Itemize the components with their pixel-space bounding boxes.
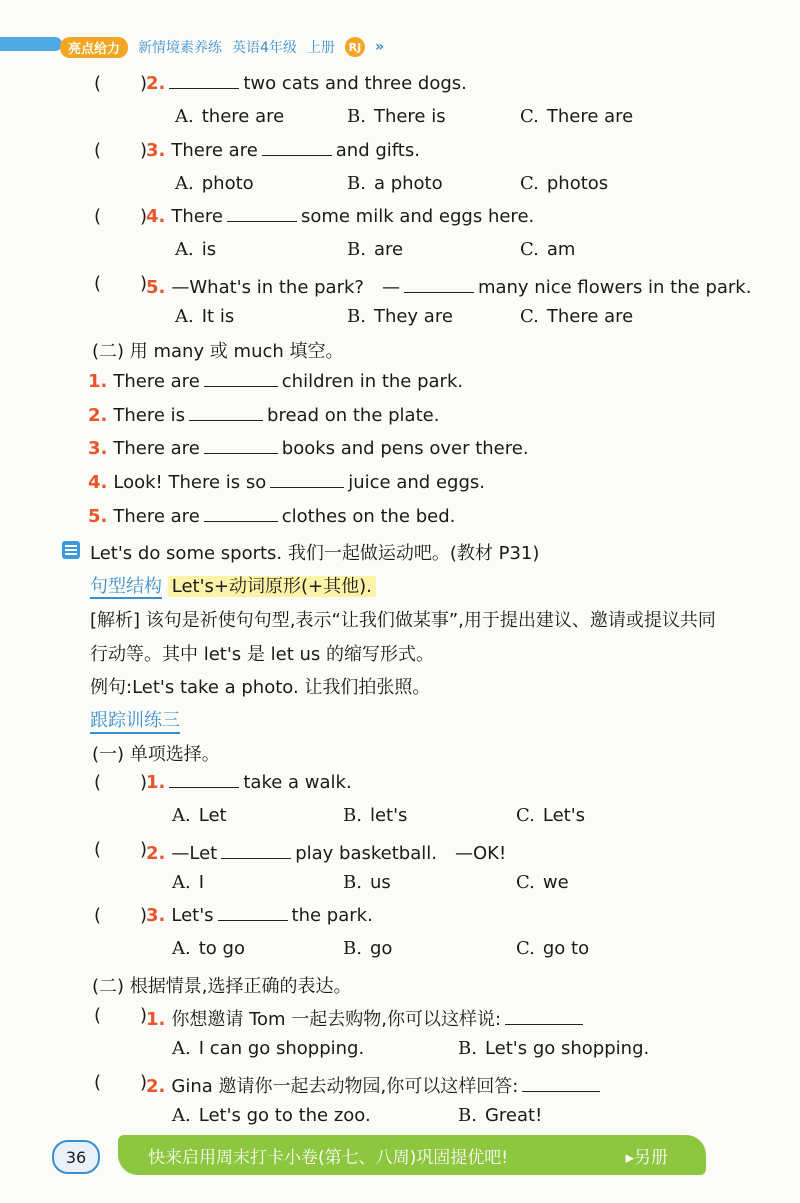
fill-number: 2. (88, 405, 108, 426)
option-letter: B. (458, 1038, 477, 1059)
option-text: I can go shopping. (198, 1038, 365, 1059)
stem-after: and gifts. (335, 140, 420, 161)
fill-before: There are (113, 506, 200, 527)
fill-before: Look! There is so (113, 472, 267, 493)
stem-after: two cats and three dogs. (243, 73, 467, 94)
fill-section-title: (二) 用 many 或 much 填空。 (92, 341, 344, 362)
fill-number: 4. (88, 472, 108, 493)
option-letter: B. (347, 173, 366, 194)
situation-section-title: (二) 根据情景,选择正确的表达。 (92, 976, 352, 997)
question-number: 3. (146, 140, 166, 161)
fill-after: children in the park. (281, 371, 464, 392)
answer-blank (204, 385, 278, 387)
fill-row (88, 472, 485, 493)
footer-slogan: 快来启用周末打卡小卷(第七、八周)巩固提优吧! (148, 1147, 509, 1168)
answer-option (172, 872, 204, 893)
paren-open: ( (94, 206, 102, 227)
fill-number: 1. (88, 371, 108, 392)
paren-close: ) (140, 1005, 148, 1026)
question-stem (146, 839, 506, 865)
stem-text: 你想邀请 Tom 一起去购物,你可以这样说: (171, 1009, 502, 1030)
question-row (0, 1072, 800, 1098)
option-letter: A. (175, 106, 194, 127)
option-text: There are (546, 106, 634, 127)
option-letter: A. (172, 1038, 191, 1059)
option-text: Let's (542, 805, 586, 826)
paren-close: ) (140, 140, 148, 161)
question-stem (146, 206, 534, 227)
stem-before: There (171, 206, 223, 227)
answer-blank (505, 1023, 583, 1025)
option-letter: A. (172, 1105, 191, 1126)
option-text: Let's go shopping. (484, 1038, 650, 1059)
series-name: 新情境素养练 (138, 40, 223, 56)
answer-option (516, 805, 585, 826)
example-sentence: 例句:Let's take a photo. 让我们拍张照。 (90, 677, 431, 698)
question-stem (146, 1005, 587, 1031)
fill-after: books and pens over there. (281, 438, 529, 459)
answer-option (175, 306, 234, 327)
edition-badge: RJ (345, 37, 365, 57)
stem-before: There are (171, 140, 258, 161)
page-header (60, 36, 381, 58)
question-stem (146, 1072, 604, 1098)
option-letter: B. (347, 106, 366, 127)
option-text: am (546, 239, 576, 260)
answer-option (172, 805, 227, 826)
option-letter: C. (516, 872, 535, 893)
paren-open: ( (94, 140, 102, 161)
subject-label: 英语4年级 (232, 40, 297, 56)
answer-option (343, 872, 391, 893)
answer-option (347, 106, 446, 127)
answer-option (175, 173, 254, 194)
answer-option (343, 938, 392, 959)
answer-blank (169, 87, 239, 89)
question-number: 2. (146, 73, 166, 94)
option-text: to go (198, 938, 245, 959)
answer-blank (522, 1090, 600, 1092)
paren-close: ) (140, 1072, 148, 1093)
answer-option (516, 938, 589, 959)
option-text: we (542, 872, 569, 893)
footer-banner (118, 1135, 706, 1175)
stem-after: some milk and eggs here. (300, 206, 535, 227)
question-number: 1. (146, 1009, 166, 1030)
question-number: 4. (146, 206, 166, 227)
answer-option (520, 239, 575, 260)
answer-option (343, 805, 407, 826)
question-row (0, 206, 800, 232)
option-text: Let (198, 805, 227, 826)
option-text: It is (201, 306, 235, 327)
option-text: go to (542, 938, 590, 959)
answer-option (520, 173, 608, 194)
answer-blank (227, 220, 297, 222)
double-chevron-icon: » (374, 39, 381, 55)
structure-line (90, 572, 376, 598)
fill-before: There is (113, 405, 186, 426)
paren-close: ) (140, 206, 148, 227)
answer-blank (404, 291, 474, 293)
answer-blank (221, 857, 291, 859)
answer-option (520, 106, 633, 127)
answer-option (458, 1038, 649, 1059)
answer-option (172, 1038, 364, 1059)
answer-blank (218, 919, 288, 921)
answer-option (347, 239, 403, 260)
option-text: is (201, 239, 217, 260)
paren-open: ( (94, 839, 102, 860)
practice-title: 跟踪训练三 (90, 706, 180, 734)
option-text: Let's go to the zoo. (198, 1105, 371, 1126)
option-text: let's (369, 805, 408, 826)
fill-before: There are (113, 438, 200, 459)
question-row (0, 140, 800, 166)
question-row (0, 73, 800, 99)
answer-blank (169, 786, 239, 788)
paren-open: ( (94, 73, 102, 94)
paren-open: ( (94, 1072, 102, 1093)
option-letter: A. (172, 872, 191, 893)
answer-option (458, 1105, 542, 1126)
option-text: a photo (373, 173, 443, 194)
option-letter: B. (347, 239, 366, 260)
footer-right-label: ▸另册 (625, 1147, 668, 1168)
stem-after: the park. (291, 905, 373, 926)
fill-after: bread on the plate. (267, 405, 440, 426)
answer-blank (204, 520, 278, 522)
fill-after: clothes on the bed. (281, 506, 456, 527)
option-text: photo (201, 173, 254, 194)
question-number: 1. (146, 772, 166, 793)
question-stem (146, 273, 751, 299)
fill-number: 5. (88, 506, 108, 527)
option-text: They are (373, 306, 453, 327)
answer-blank (204, 452, 278, 454)
answer-option (175, 239, 216, 260)
stem-before: —What's in the park? — (171, 277, 400, 298)
fill-before: There are (113, 371, 200, 392)
option-text: go (369, 938, 393, 959)
page-number: 36 (52, 1140, 100, 1174)
analysis-text-2: 行动等。其中 let's 是 let us 的缩写形式。 (90, 644, 434, 665)
option-text: us (369, 872, 391, 893)
paren-close: ) (140, 73, 148, 94)
option-letter: C. (520, 239, 539, 260)
answer-option (175, 106, 284, 127)
option-letter: A. (175, 173, 194, 194)
question-number: 3. (146, 905, 166, 926)
question-stem (146, 140, 420, 161)
option-letter: A. (172, 805, 191, 826)
option-text: There are (546, 306, 634, 327)
option-letter: C. (520, 173, 539, 194)
option-letter: B. (458, 1105, 477, 1126)
stem-after: take a walk. (243, 772, 352, 793)
option-letter: B. (343, 805, 362, 826)
paren-close: ) (140, 839, 148, 860)
question-stem (146, 73, 467, 94)
fill-after: juice and eggs. (348, 472, 485, 493)
question-number: 5. (146, 277, 166, 298)
fill-number: 3. (88, 438, 108, 459)
option-letter: B. (343, 872, 362, 893)
question-number: 2. (146, 843, 166, 864)
answer-option (516, 872, 569, 893)
option-letter: A. (172, 938, 191, 959)
answer-blank (262, 154, 332, 156)
option-letter: C. (516, 805, 535, 826)
analysis-text-1: 该句是祈使句句型,表示“让我们做某事”,用于提出建议、邀请或提议共同 (145, 610, 716, 631)
paren-open: ( (94, 905, 102, 926)
question-number: 2. (146, 1076, 166, 1097)
option-text: I (198, 872, 205, 893)
stem-before: Let's (171, 905, 214, 926)
question-row (0, 905, 800, 931)
analysis-line-1 (90, 606, 716, 632)
option-letter: C. (520, 306, 539, 327)
fill-row (88, 506, 455, 527)
answer-blank (270, 486, 344, 488)
option-letter: B. (347, 306, 366, 327)
answer-option (172, 1105, 371, 1126)
answer-option (347, 306, 453, 327)
answer-option (347, 173, 443, 194)
answer-blank (189, 419, 263, 421)
structure-tag: 句型结构 (90, 576, 162, 597)
structure-formula: Let's+动词原形(+其他). (168, 576, 376, 597)
question-stem (146, 772, 352, 793)
paren-close: ) (140, 273, 148, 294)
stem-before: —Let (171, 843, 218, 864)
option-letter: A. (175, 306, 194, 327)
paren-open: ( (94, 273, 102, 294)
option-text: photos (546, 173, 609, 194)
question-row (0, 273, 800, 299)
topic-title: Let's do some sports. 我们一起做运动吧。(教材 P31) (90, 543, 540, 564)
option-text: are (373, 239, 404, 260)
brand-logo: 亮点给力 (60, 37, 128, 58)
stem-after: many nice flowers in the park. (477, 277, 752, 298)
option-text: There is (373, 106, 446, 127)
option-letter: A. (175, 239, 194, 260)
answer-option (172, 938, 245, 959)
paren-open: ( (94, 772, 102, 793)
option-text: Great! (484, 1105, 543, 1126)
volume-label: 上册 (306, 40, 335, 56)
stem-text: Gina 邀请你一起去动物园,你可以这样回答: (171, 1076, 519, 1097)
menu-lines-icon (62, 541, 80, 559)
question-stem (146, 905, 373, 926)
question-row (0, 839, 800, 865)
option-text: there are (201, 106, 285, 127)
stem-after: play basketball. —OK! (295, 843, 507, 864)
answer-option (520, 306, 633, 327)
analysis-label: [解析] (90, 610, 141, 631)
fill-row (88, 438, 529, 459)
option-letter: C. (520, 106, 539, 127)
question-row (0, 1005, 800, 1031)
single-choice-title: (一) 单项选择。 (92, 744, 220, 765)
option-letter: B. (343, 938, 362, 959)
fill-row (88, 405, 439, 426)
question-row (0, 772, 800, 798)
paren-close: ) (140, 905, 148, 926)
option-letter: C. (516, 938, 535, 959)
paren-open: ( (94, 1005, 102, 1026)
fill-row (88, 371, 463, 392)
header-stripe (0, 37, 62, 51)
paren-close: ) (140, 772, 148, 793)
